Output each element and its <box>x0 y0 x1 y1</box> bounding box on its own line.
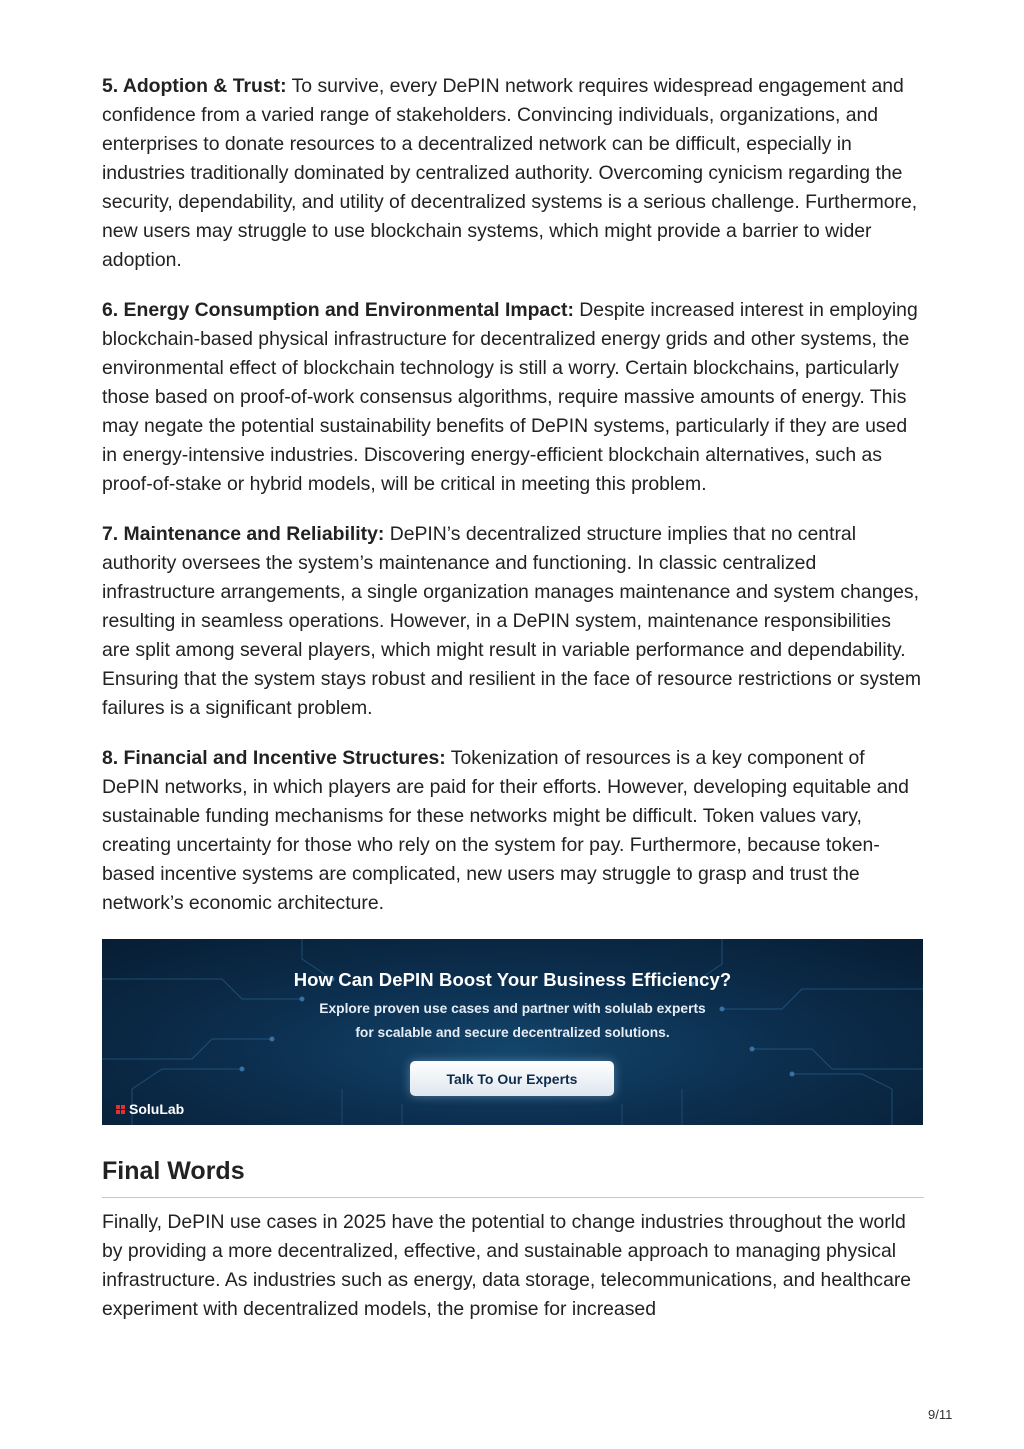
banner-subtitle: for scalable and secure decentralized solutions. <box>355 1025 670 1040</box>
banner-subtitle: Explore proven use cases and partner with solulab experts <box>319 1001 706 1016</box>
section-heading: 5. Adoption & Trust: <box>102 75 287 97</box>
final-words-heading: Final Words <box>102 1157 245 1185</box>
brand-name: SoluLab <box>129 1101 185 1117</box>
section-maintenance-reliability <box>102 520 924 723</box>
solulab-logo-icon <box>116 1105 125 1114</box>
section-financial-incentive <box>102 744 924 918</box>
talk-to-experts-button[interactable]: Talk To Our Experts <box>410 1061 614 1096</box>
section-body: To survive, every DePIN network requires widespread engagement and confidence from a varied range of stakeholders. Convincing individuals, organizations, and enterprises to donate resources to a decentralized network can be difficult, especially in industries traditionally dominated by centralized authority. Overcoming cynicism regarding the security, dependability, and utility of decentralized systems is a serious challenge. Furthermore, new users may struggle to use blockchain systems, which might provide a barrier to wider adoption. <box>102 75 918 271</box>
section-heading: 7. Maintenance and Reliability: <box>102 523 385 545</box>
section-heading: 6. Energy Consumption and Environmental Impact: <box>102 299 574 321</box>
final-words-paragraph: Finally, DePIN use cases in 2025 have the potential to change industries throughout the world by providing a more decentralized, effective, and sustainable approach to managing physical infrastructure. As industries such as energy, data storage, telecommunications, and healthcare experiment with decentralized models, the promise for increased <box>102 1211 912 1320</box>
article-content <box>102 72 924 1345</box>
section-heading: 8. Financial and Incentive Structures: <box>102 747 446 769</box>
section-body: Tokenization of resources is a key component of DePIN networks, in which players are paid for their efforts. However, developing equitable and sustainable funding mechanisms for these networks might be difficult. Token values vary, creating uncertainty for those who rely on the system for pay. Furthermore, because token-based incentive systems are complicated, new users may struggle to grasp and trust the network’s economic architecture. <box>102 747 909 914</box>
banner-title: How Can DePIN Boost Your Business Efficiency? <box>293 969 732 990</box>
section-body: DePIN’s decentralized structure implies that no central authority oversees the system’s maintenance and functioning. In classic centralized infrastructure arrangements, a single organization manages maintenance and system changes, resulting in seamless operations. However, in a DePIN system, maintenance responsibilities are split among several players, which might result in variable performance and dependability. Ensuring that the system stays robust and resilient in the face of resource restrictions or system failures is a significant problem. <box>102 523 922 719</box>
page-number: 9/11 <box>928 1407 953 1422</box>
section-energy-consumption <box>102 296 924 499</box>
section-body: Despite increased interest in employing blockchain-based physical infrastructure for decentralized energy grids and other systems, the environmental effect of blockchain technology is still a worry. Certain blockchains, particularly those based on proof-of-work consensus algorithms, require massive amounts of energy. This may negate the potential sustainability benefits of DePIN systems, particularly if they are used in energy-intensive industries. Discovering energy-efficient blockchain alternatives, such as proof-of-stake or hybrid models, will be critical in meeting this problem. <box>102 299 918 495</box>
solulab-logo <box>116 1101 184 1117</box>
section-adoption-trust <box>102 72 924 275</box>
cta-banner[interactable] <box>102 939 923 1125</box>
divider <box>102 1197 924 1198</box>
